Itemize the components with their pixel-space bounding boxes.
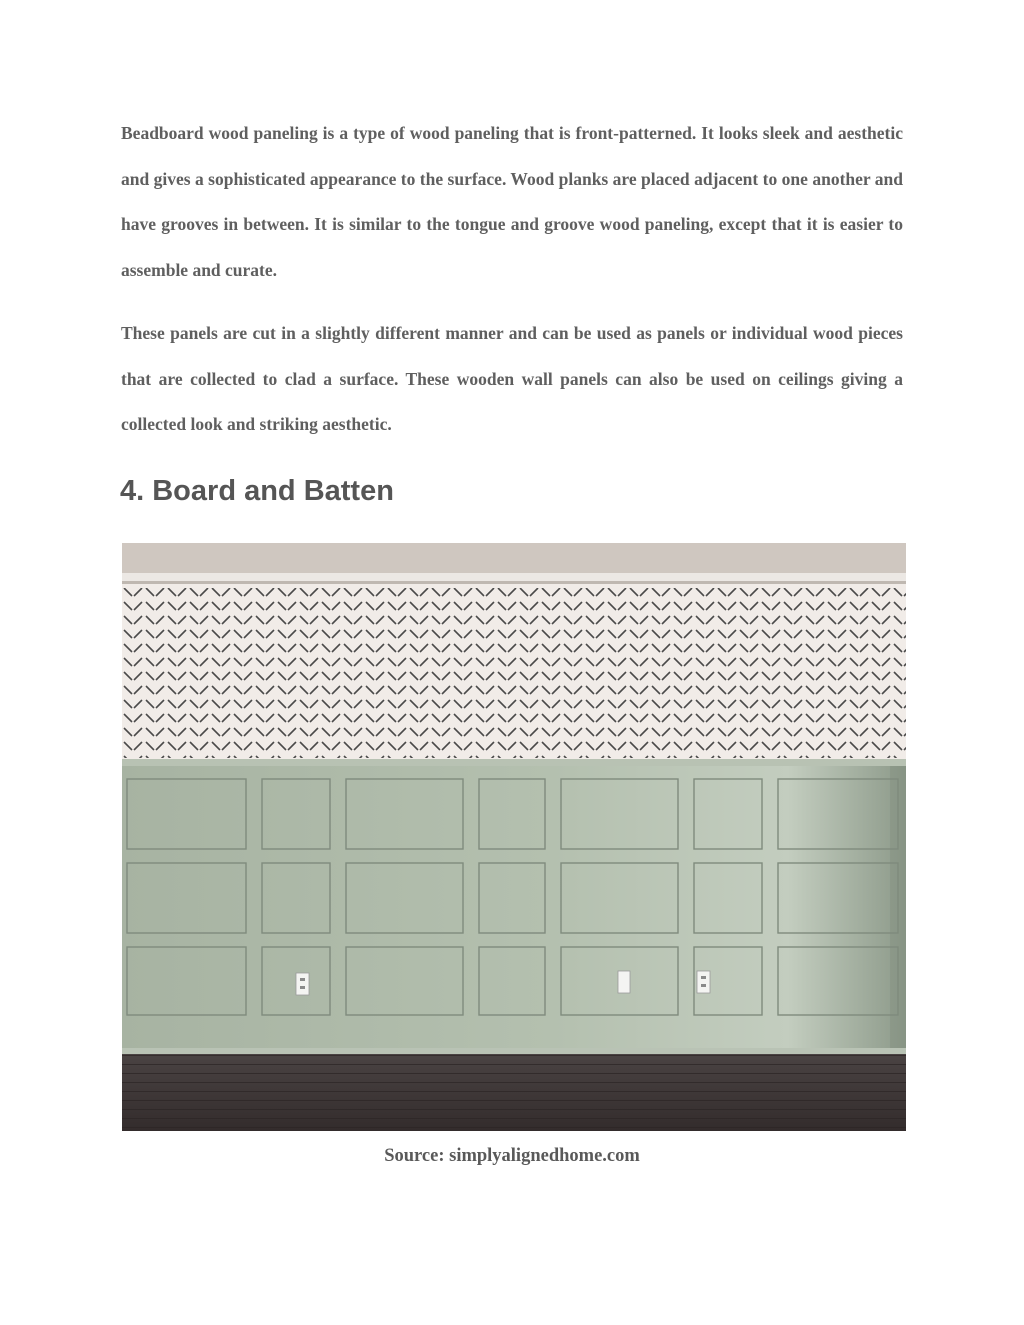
- baseboard: [122, 1048, 906, 1054]
- wall-outlet: [296, 973, 309, 995]
- wall-outlet: [697, 971, 710, 993]
- herringbone-wallpaper: [122, 584, 906, 760]
- paragraph-panels: These panels are cut in a slightly different manner and can be used as panels or individual wood pieces that are collected to clad a surface. These wooden wall panels can also be used on ceilings giving a collected look and striking aesthetic.: [121, 323, 903, 434]
- paragraph-beadboard: Beadboard wood paneling is a type of wood paneling that is front-patterned. It looks sleek and aesthetic and gives a sophisticated appearance to the surface. Wood planks are placed adjacent to one another and have grooves in between. It is similar to the tongue and groove wood paneling, except that it is easier to assemble and curate.: [121, 123, 903, 280]
- wood-floor: [122, 1054, 906, 1131]
- board-and-batten-wall: [122, 766, 906, 1051]
- wall-switch: [618, 971, 630, 993]
- top-rail: [122, 759, 906, 767]
- ceiling: [122, 543, 906, 584]
- section-heading: 4. Board and Batten: [120, 475, 394, 507]
- image-caption: Source: simplyalignedhome.com: [384, 1146, 640, 1166]
- board-and-batten-photo: [122, 543, 906, 1131]
